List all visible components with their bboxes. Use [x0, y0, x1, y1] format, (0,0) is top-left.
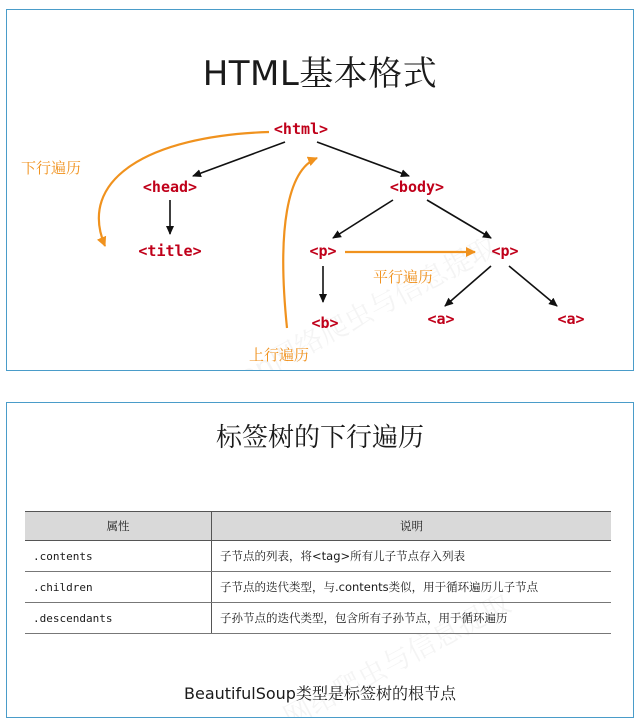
html-structure-panel: [6, 9, 634, 371]
footer-note: BeautifulSoup类型是标签树的根节点: [184, 684, 456, 703]
node-p-right: <p>: [491, 242, 519, 260]
header-description: 说明: [212, 512, 612, 541]
node-html: <html>: [273, 120, 329, 138]
node-p-left: <p>: [309, 242, 337, 260]
cell-description: 子孙节点的迭代类型，包含所有子孙节点，用于循环遍历: [212, 603, 612, 634]
node-a-right: <a>: [557, 310, 585, 328]
attribute-table: [25, 511, 611, 634]
cell-attribute: .children: [25, 572, 212, 603]
node-b: <b>: [311, 314, 339, 332]
panel-title: 标签树的下行遍历: [215, 423, 424, 453]
cell-description: 子节点的列表，将<tag>所有儿子节点存入列表: [212, 541, 612, 572]
table-row: [25, 541, 611, 572]
header-attribute: 属性: [25, 512, 212, 541]
table-header-row: [25, 512, 611, 541]
downward-traversal-panel: [6, 402, 634, 718]
svg-text:Python网络爬虫与信息提取: [179, 229, 503, 371]
edge-body-p1: [333, 200, 393, 238]
edge-html-head: [193, 142, 285, 176]
table-row: [25, 572, 611, 603]
edge-p2-a2: [509, 266, 557, 306]
node-a-left: <a>: [427, 310, 455, 328]
label-down-traversal: 下行遍历: [21, 159, 82, 177]
node-head: <head>: [142, 178, 198, 196]
tree-diagram: [7, 10, 634, 371]
label-parallel-traversal: 平行遍历: [373, 268, 434, 286]
label-up-traversal: 上行遍历: [249, 346, 310, 364]
table-row: [25, 603, 611, 634]
panel-title: HTML基本格式: [202, 54, 438, 94]
cell-attribute: .contents: [25, 541, 212, 572]
node-body: <body>: [389, 178, 445, 196]
node-title: <title>: [138, 242, 202, 260]
cell-attribute: .descendants: [25, 603, 212, 634]
edge-body-p2: [427, 200, 491, 238]
edge-html-body: [317, 142, 409, 176]
cell-description: 子节点的迭代类型，与.contents类似，用于循环遍历儿子节点: [212, 572, 612, 603]
